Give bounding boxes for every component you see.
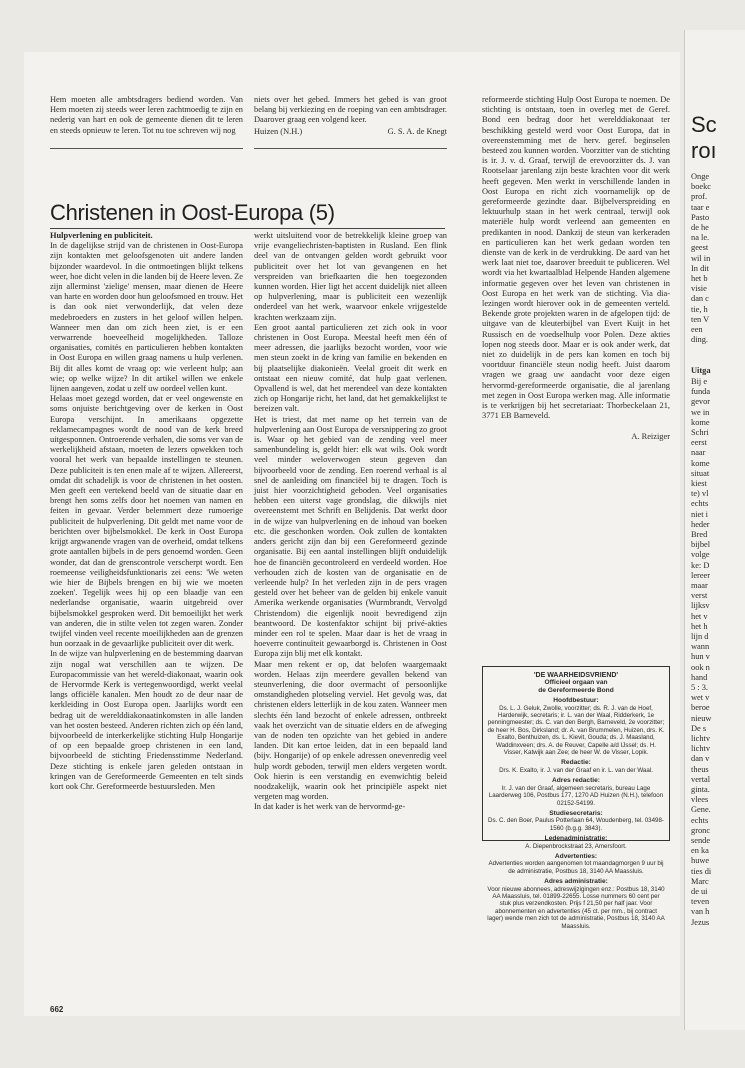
colophon-text: Advertenties worden aangenomen tot maandagmorgen 9 uur bij de administratie, Postbus 18, 3140 AA Maassluis. [488,860,664,875]
right-text-line: Gene. [691,805,711,815]
right-heading-line-2: roı [691,138,717,163]
right-text-line: Marc [691,876,709,886]
colophon-heading: Hoofdbestuur: [553,697,599,705]
article-paragraph: In de wijze van hulpverlening en de bestemming daarvan zijn nogal wat verschillen aan te wijzen. De Europacommissie van het wereld-diakonaat, waarin ook de Hervormde Kerk is vertegenwoordigd, werkt veelal langs officiële kanalen. Men houdt zo de deur naar de kerkleiding in Oost Europa open. Jaarlijks wordt een bedrag uit de werelddiakonaatinkomsten in alle landen van het oosten besteed. Anderen richten zich op één land, bijvoorbeeld de interkerkelijke stichting Hulp Hongarije of op een bepaalde groep christenen in een land, bijvoorbeeld de stichting Friedensstimme Nederland. Deze stichting is enkele jaren geleden ontstaan in kringen van de Gereformeerde Gemeenten en telt sinds kort ook Chr. Gereformeerde bestuursleden. Men [50,649,243,791]
colophon-text: Voor nieuwe abonnees, adreswijzigingen enz.: Postbus 18, 3140 AA Maassluis, tel. 01899-22655. Losse nummers 60 cent per stuk plus verzendkosten. Prijs f 21,50 per half jaar. Voor abonnementen en advertenties (45 ct. per mm., bij contract lager) wende men zich tot de administratie, Postbus 18, 3140 AA Maassluis. [487,885,665,930]
right-text-line: nieuw [691,713,712,723]
right-text-line: hun v [691,652,710,662]
article-author: A. Reiziger [631,431,670,441]
right-text-line: hand [691,672,708,682]
right-subhead: Uitga [691,366,711,375]
right-text-line: vertal [691,774,711,784]
right-text-line: Bij e [691,377,708,386]
colophon-sub: de Gereformeerde Bond [538,686,614,694]
colophon-heading: Ledenadministratie: [544,835,608,843]
right-text-line: In dit [691,263,709,273]
right-text-line: dan c [691,294,709,304]
right-text-line: 5 : 3. [691,683,708,692]
right-text-line: theus [691,764,709,774]
article-paragraph: Het is triest, dat met name op het terrein van de hulpverlening aan Oost Europa de versnippering zo groot is. Waar op het gebied van de zending veel meer samenbundeling is, geldt hier: elk wat wils. Ook wordt veel minder weloverwogen steun gegeven dan bijvoorbeeld voor de zending. Een roerend verhaal is al snel de aanleiding om financiëel bij te dragen. Toch is juist hier voorzichtigheid geboden. Veel organisaties hebben een uiterst vage grondslag, die dikwijls niet overeenstemt met Schrift en Belijdenis. Dat werkt door in de wijze van hulpverlening en de inhoud van boeken etc. die geschonken worden. Ook zullen de kontakten anders gericht zijn dan bij een Gereformeerd gezinde organisatie. Bij een aantal instellingen blijft onduidelijk hoe de financiën gecontroleerd en verdeeld worden. Hoe verhouden zich de kosten van de organisatie en de verleende hulp? In het verleden zijn in de pers vragen gesteld over het beheer van de gelden bij enkele vanuit Amerika werkende organisaties (Wurmbrandt, Vervolgd Christendom) die eigenlijk nooit bevredigend zijn beantwoord. De kostenfaktor schijnt bij privé-akties minder een rol te spelen. Maar daar is het de vraag in hoeverre continuïteit gewaarborgd is. Christenen in Oost Europa zijn blij met elk kontakt. [254,414,447,659]
colophon-box [482,666,670,930]
colophon-heading: Adres administratie: [544,878,608,886]
colophon-text: Ds. L. J. Geluk, Zwolle, voorzitter; ds. R. J. van de Hoef, Harderwijk, secretaris; ir. L. van der Waal, Ridderkerk, 1e penningmeester; ds. C. van den Bergh, Barneveld, 2e voorzitter; de heer H. Bos, Dirksland; dr. A. van Brummelen, Huizen, drs. K. Exalto, Benthuizen, ds. L. Kievit, Gouda; ds. J. Maasland, Waddinxveen; drs. A. de Reuver, Capelle a/d IJssel; ds. H. Visser, Katwijk aan Zee; de heer W. de Visser, Lopik. [487,704,665,757]
right-text-line: het h [691,621,708,631]
colophon-text: Drs. K. Exalto, ir. J. van der Graaf en ir. L. van der Waal. [499,766,653,774]
colophon-sub: Officieel orgaan van [544,679,608,687]
colophon-name: 'DE WAARHEIDSVRIEND' [533,672,619,679]
right-text-line: heder [691,519,710,529]
right-text-line: van h [691,907,710,917]
right-heading-line-1: Sc [691,112,717,137]
right-text-line: gronc [691,825,711,835]
article-title: Christenen in Oost-Europa (5) [50,200,335,225]
right-text-line: ten V [691,314,710,324]
top-signature-author: G. S. A. de Knegt [387,126,447,136]
right-text-line: eerst [691,438,707,448]
right-text-line: kome [691,458,710,468]
right-text-line: sende [691,836,711,845]
right-text-line: tie, h [691,304,708,314]
colophon-text: Ds. C. den Boer, Paulus Potterlaan 64, Woudenberg, tel. 03498-1560 (b.g.g. 3843). [488,817,664,832]
right-text-line: het v [691,611,708,621]
colophon-heading: Advertenties: [554,852,598,860]
article-column-2 [254,231,447,813]
right-text-line: teven [691,897,710,907]
colophon-heading: Redactie: [561,759,591,767]
right-text-line: lijn d [691,632,709,641]
top-column-1 [50,95,243,136]
right-text-line: het b [691,274,708,283]
right-text-line: funda [691,387,711,397]
right-text-line: ke: D [691,560,710,570]
colophon-text: Ir. J. van der Graaf, algemeen secretaris, bureau Lage Laarderweg 106, Postbus 177, 1270 AD Huizen (N.H.), telefoon 02152-54199. [488,784,664,807]
right-text-line: visie [691,284,707,294]
right-text-line: kiest [691,479,707,488]
right-text-line: lereer [691,570,711,580]
article-paragraph: reformeerde stichting Hulp Oost Europa te noemen. De stichting is ontstaan, toen in overleg met de Geref. Bond een bedrag door het werelddiakonaat ter beschikking gesteld werd voor Oost Europa, dat in overeenstemming met de herv. geref. beginselen besteed zou kunnen worden. Voorzitter van de stichting is ir. J. v. d. Graaf, terwijl de erevoorzitter ds. J. van Rootselaar jarenlang zijn beste krachten voor dit werk heeft gegeven. Men werkt in verschillende landen in Oost Europa en richt zich voornamelijk op de gereformeerde gezindte daar. Bijbelverspreiding en lektuurhulp staan in het werk centraal, terwijl ook materiële hulp wordt verleend aan gemeenten en predikanten in nood. Dankzij de steun van kerkeraden en particulieren kan het werk gedaan worden ten dienste van de kerk in de verdrukking. De aard van het werk laat niet toe, daarover breeduit te publiceren. Wel wordt via het kwartaalblad Helpende Handen algemene informatie gegeven over het leven van christenen in Oost Europa en het werk van de stichting. Via dia-lezingen wordt hierover ook in de gemeenten verteld. Bekende grote projekten waren in de afgelopen tijd: de uitgave van de kleuterbijbel van Evert Kuijt in het Russisch en de voedselhulp voor Polen. Deze akties lopen nog steeds door. Maar er is ook ander werk, dat niet zo duidelijk in de pers kan komen en toch bij voortduur financiële steun nodig heeft. Juist daarom vragen we graag uw aandacht voor deze eigen hervormd-gereformeerde organisatie, die al jarenlang met zegen in Oost Europa werken mag. Alle informatie is te verkrijgen bij het secretariaat: Thorbeckelaan 21, 3771 EB Barneveld. [482,95,670,421]
right-text-line: situat [691,468,710,478]
right-text-line: taar e [691,202,710,212]
right-text-line: huwe [691,856,710,866]
right-text-line: verst [691,591,708,601]
right-text-line: De s [691,723,707,733]
right-page [684,30,745,1030]
article-paragraph: In de dagelijkse strijd van de christenen in Oost-Europa zijn kontakten met geloofsgenoten uit andere landen bijzonder waardevol. In die ontmoetingen blijkt telkens weer, hoe dicht velen in die landen bij de Heere leven. Ze zijn allerminst 'zielige' mensen, maar dienen de Heere van harte en worden door hun geloofsmoed en trouw. Het is dan ook niet verwonderlijk, dat velen deze medebroeders en zusters in het geloof willen helpen. Wanneer men dan om zich heen ziet, is er een verwarrende hoeveelheid mogelijkheden. Talloze organisaties, comités en particulieren hebben kontakten in Oost Europa en willen graag namens u hulp verlenen. Bij dit alles komt de vraag op: wie verleent hulp; aan wie; op welke wijze? In dit artikel willen we enkele lijnen aangeven, zodat u zelf uw oordeel vellen kunt. [50,241,243,394]
right-text-line: te) vl [691,489,709,499]
colophon-heading: Adres redactie: [551,777,600,785]
right-text-line: geest [691,243,709,253]
right-text-line: wil in [691,253,711,263]
right-text-line: niet i [691,509,708,519]
top-column-1-rule [50,148,243,149]
right-text-line: de he [691,223,709,232]
right-text-line: maar [691,581,708,590]
right-text-line: ding. [691,335,708,345]
right-text-line: gevor [691,397,711,407]
colophon-heading: Studiesecretaris: [549,809,603,817]
right-text-line: prof. [691,192,708,202]
article-column-1 [50,231,243,792]
right-text-line: ties di [691,866,712,876]
right-text-line: wet v [691,693,710,703]
article-paragraph: Een groot aantal particulieren zet zich ook in voor christenen in Oost Europa. Meestal heeft men één of meer adressen, die jaarlijks bezocht worden, voor wie men steun zoekt in de kring van familie en bekenden en bij plaatselijke diakonieën. Veelal groeit dit werk en ontstaat een nieuw comité, dat hulp gaat verlenen. Opvallend is wel, dat het merendeel van deze kontakten zich op Hongarije richt, het land, dat het gemakkelijkst te bereizen valt. [254,322,447,414]
left-page [24,52,680,1016]
colophon-text: A. Diepenbrockstraat 23, Amersfoort. [525,842,627,850]
right-text-line: wann [691,642,710,652]
right-text-line: bijbel [691,540,711,550]
right-text-line: echts [691,815,709,825]
right-text-line: Bred [691,530,708,539]
right-text-line: lijksv [691,601,710,611]
top-signature-place: Huizen (N.H.) [254,126,303,136]
right-text-line: ginta. [691,785,710,794]
right-text-line: we in [691,407,710,417]
right-text-line: naar [691,448,706,458]
top-signature [254,127,447,137]
article-paragraph: werkt uitsluitend voor de betrekkelijk kleine groep van vrije evangeliechristen-baptisten in Rusland. Een flink deel van de ontvangen gelden wordt gebruikt voor publiciteit over het lot van gevangenen en het verspreiden van briefkaarten die hen toegezonden kunnen worden. Hier ligt het accent duidelijk niet alleen op hulpverlening, maar is publiciteit een wezenlijk onderdeel van het werk, waarvoor enkele vrijgestelde krachten werkzaam zijn. [254,231,447,322]
right-text-line: ook n [691,662,710,672]
right-text-line: vlees [691,795,709,805]
right-text-line: Onge [691,172,710,181]
article-column-3 [482,95,670,442]
right-text-line: boekc [691,182,711,192]
right-text-line: en ka [691,846,709,856]
right-text-line: Schri [691,428,709,437]
right-text-line: volge [691,550,710,560]
top-column-2 [254,95,447,137]
page-number: 662 [50,1005,64,1014]
top-column-1-text: Hem moeten alle ambtsdragers bediend worden. Van Hem moeten zij steeds weer leren zachtmoedig te zijn en nederig van hart en ook de gemeente dienen dit te leren en steeds opnieuw te leren. Tot nu toe schreven wij nog [50,95,243,135]
right-text-line: Pasto [691,212,710,222]
right-text-line: na le. [691,233,710,243]
right-text-line: echts [691,499,709,509]
top-column-2-text: niets over het gebed. Immers het gebed is van groot belang bij verkiezing en de roeping van een ambtsdrager. Daarover graag een volgend keer. [254,95,447,125]
top-column-2-rule [254,148,447,149]
right-text-line: Jezus [691,917,710,927]
article-paragraph: Maar men rekent er op, dat belofen waargemaakt worden. Helaas zijn meerdere gevallen bekend van steunverlening, die door overmacht of persoonlijke omstandigheden plotseling verviel. Het gevolg was, dat christenen elders letterlijk in de kou zaten. Wanneer men slechts één land bezocht of enkele adressen, ontbreekt vaak het overzicht van de situatie elders en de afweging van de noden ten opzichte van het gebied in andere landen. Dit kan ertoe leiden, dat in een bepaald land (bijv. Hongarije) of op enkele adressen onevenredig veel hulp wordt geboden, terwijl men elders vergeten wordt. Ook hierin is een verstandig en evenwichtig beleid noodzakelijk, waarin ook het principiële aspekt niet vergeten mag worden. [254,659,447,802]
right-text-line: dan v [691,754,710,764]
right-text-line: lichtv [691,744,711,754]
article-paragraph: Helaas moet gezegd worden, dat er veel ongewenste en soms onjuiste berichtgeving over de kerken in Oost Europa verschijnt. In amerikaans opgezette reklamecampagnes wordt de nood van de kerk breed uitgesponnen. Ontroerende verhalen, die soms ver van de werkelijkheid afstaan, moeten de lezers opwekken toch vooral het werk van bepaalde instellingen te steunen. Deze publiciteit is ten enen male af te wijzen. Allereerst, omdat dit schadelijk is voor de christenen in het oosten. Men geeft een vertekend beeld van de situatie daar en brengt hen soms zelfs door het noemen van namen en feiten in gevaar. Verder belemmert deze rumoerige publiciteit de hulpverlening. Dit geldt met name voor de berichten over bijbelsmokkel. De kerk in Oost Europa krijgt argwanende vragen van de overheid, omdat telkens grote aantallen bijbels in de pers genoemd worden. Geen wonder, dat dan de grenscontrole verscherpt wordt. Een roemeense veiligheidsfunktionaris zei eens: 'We weten wie hier de Bijbels brengen en bij wie we moeten zoeken'. Tegelijk wees hij op een blaadje van een nederlandse organisatie, waarin uitgebreid over bijbelsmokkel gesproken werd. Dit bemoeilijkt het werk van anderen, die in stilte velen tot zegen waren. Zonder twijfel vinden veel recente moeilijkheden aan de grenzen hun oorzaak in de gevaarlijke publiciteit over dit werk. [50,394,243,649]
article-paragraph: In dat kader is het werk van de hervormd-ge- [254,802,406,812]
right-text-line: kome [691,417,710,427]
right-text-line: beroe [691,703,710,713]
title-rule [50,228,445,229]
article-subhead: Hulpverlening en publiciteit. [50,231,153,240]
right-text-line: een [691,325,703,334]
right-text-line: lichtv [691,734,711,743]
right-text-line: de ui [691,887,708,896]
